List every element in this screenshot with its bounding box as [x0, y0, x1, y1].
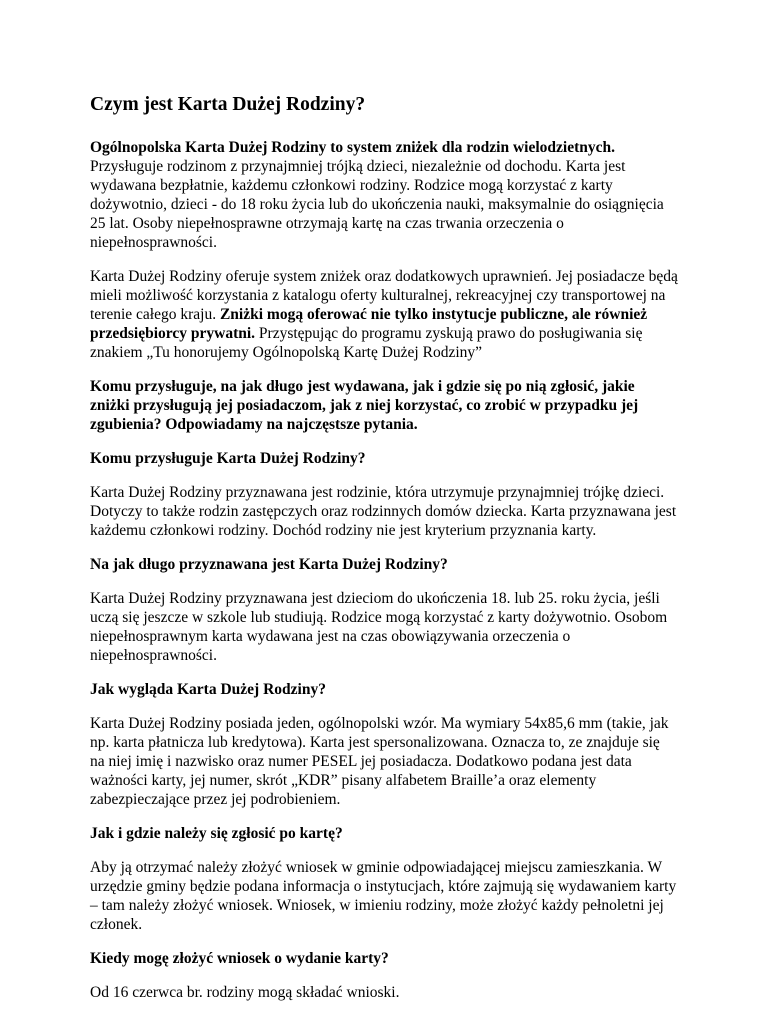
- faq-question-2: Na jak długo przyznawana jest Karta Dużej Rodziny?: [90, 556, 448, 573]
- faq-question-4: Jak i gdzie należy się zgłosić po kartę?: [90, 825, 343, 842]
- intro-p2-bold: Zniżki mogą oferować nie tylko instytucje publiczne, ale również przedsiębiorcy prywatni.: [90, 306, 648, 342]
- intro-p2-text-a: Karta Dużej Rodziny oferuje system zniżek oraz dodatkowych uprawnień. Jej posiadacze będą mieli możliwość korzystania z katalogu oferty kulturalnej, rekreacyjnej czy transportowej na terenie całego kraju.: [90, 268, 678, 323]
- faq-answer-4: Aby ją otrzymać należy złożyć wniosek w gminie odpowiadającej miejscu zamieszkania. W urzędzie gminy będzie podana informacja o instytucjach, które zajmują się wydawaniem karty – tam należy złożyć wniosek. Wniosek, w imieniu rodziny, może złożyć każdy pełnoletni jej członek.: [90, 859, 677, 933]
- faq-question-1: Komu przysługuje Karta Dużej Rodziny?: [90, 450, 366, 467]
- document-page: [90, 93, 678, 1017]
- faq-answer-5: Od 16 czerwca br. rodziny mogą składać wnioski.: [90, 984, 400, 1001]
- faq-answer-3: Karta Dużej Rodziny posiada jeden, ogólnopolski wzór. Ma wymiary 54x85,6 mm (takie, jak np. karta płatnicza lub kredytowa). Karta jest spersonalizowana. Oznacza to, ze znajduje się na niej imię i nazwisko oraz numer PESEL jej posiadacza. Dodatkowo podana jest data ważności karty, jej numer, skrót „KDR” pisany alfabetem Braille’a oraz elementy zabezpieczające przez jej podrobieniem.: [90, 715, 669, 808]
- intro-paragraph-3: Komu przysługuje, na jak długo jest wydawana, jak i gdzie się po nią zgłosić, jakie zniżki przysługują jej posiadaczom, jak z niej korzystać, co zrobić w przypadku jej zgubienia? Odpowiadamy na najczęstsze pytania.: [90, 378, 639, 433]
- faq-answer-1: Karta Dużej Rodziny przyznawana jest rodzinie, która utrzymuje przynajmniej trójkę dzieci. Dotyczy to także rodzin zastępczych oraz rodzinnych domów dziecka. Karta przyznawana jest każdemu członkowi rodziny. Dochód rodziny nie jest kryterium przyznania karty.: [90, 484, 677, 539]
- intro-p2-text-b: Przystępując do programu zyskują prawo do posługiwania się znakiem „Tu honorujemy Ogólnopolską Kartę Dużej Rodziny”: [90, 325, 643, 361]
- intro-paragraph-1: [90, 138, 678, 252]
- page-title: Czym jest Karta Dużej Rodziny?: [90, 94, 366, 115]
- faq-question-5: Kiedy mogę złożyć wniosek o wydanie karty?: [90, 950, 389, 967]
- faq-question-3: Jak wygląda Karta Dużej Rodziny?: [90, 681, 326, 698]
- intro-lead-bold: Ogólnopolska Karta Dużej Rodziny to system zniżek dla rodzin wielodzietnych.: [90, 139, 615, 156]
- faq-answer-2: Karta Dużej Rodziny przyznawana jest dzieciom do ukończenia 18. lub 25. roku życia, jeśli uczą się jeszcze w szkole lub studiują. Rodzice mogą korzystać z karty dożywotnio. Osobom niepełnosprawnym karta wydawana jest na czas obowiązywania orzeczenia o niepełnosprawności.: [90, 590, 668, 664]
- intro-paragraph-2: [90, 267, 678, 362]
- intro-lead-rest: Przysługuje rodzinom z przynajmniej trójką dzieci, niezależnie od dochodu. Karta jest wydawana bezpłatnie, każdemu członkowi rodziny. Rodzice mogą korzystać z karty dożywotnio, dzieci - do 18 roku życia lub do ukończenia nauki, maksymalnie do osiągnięcia 25 lat. Osoby niepełnosprawne otrzymają kartę na czas trwania orzeczenia o niepełnosprawności.: [90, 158, 664, 251]
